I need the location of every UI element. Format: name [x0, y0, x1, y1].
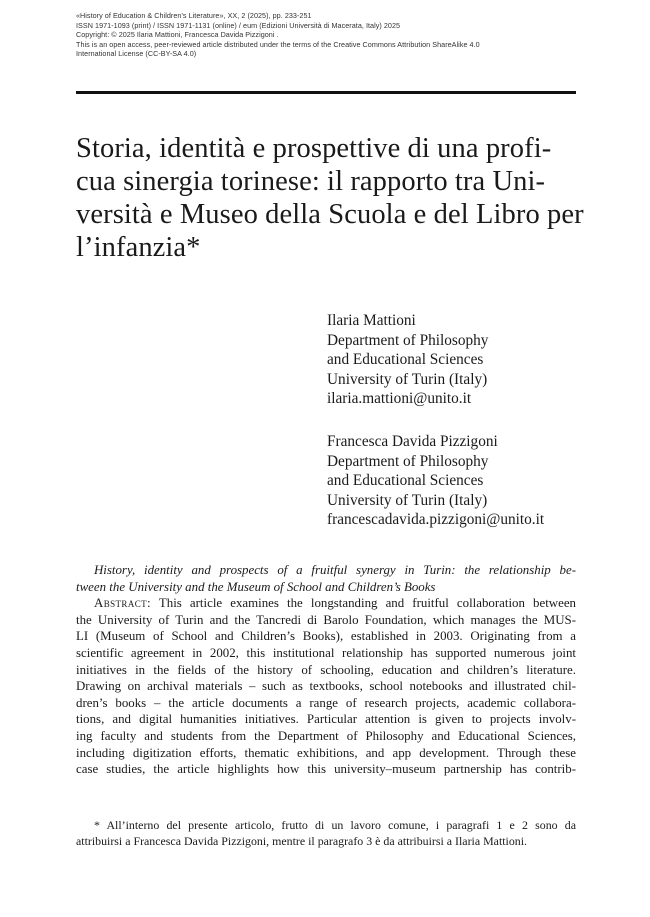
- license-line-cont: International License (CC-BY-SA 4.0): [76, 49, 197, 59]
- title-line: l’infanzia*: [76, 232, 201, 263]
- abstract-line: scientific agreement in 2002, this institutional relationship has supported numerous joint: [76, 645, 576, 660]
- author-block-mattioni: [327, 311, 488, 409]
- title-line: cua sinergia torinese: il rapporto tra Uni-: [76, 166, 546, 197]
- abstract-line: tions, and digital humanities initiatives. Particular attention is given to projects involv-: [76, 712, 576, 727]
- abstract-line: ing faculty and students from the Department of Philosophy and Educational Sciences,: [76, 728, 576, 743]
- author-university: University of Turin (Italy): [327, 370, 488, 388]
- journal-citation-line: «History of Education & Children's Literature», XX, 2 (2025), pp. 233-251: [76, 11, 312, 20]
- abstract-line: LI (Museum of School and Children’s Books), established in 2003. Originating from a: [76, 629, 576, 644]
- title-line: versità e Museo della Scuola e del Libro per: [76, 199, 584, 230]
- author-name: Ilaria Mattioni: [327, 312, 416, 329]
- author-department-cont: and Educational Sciences: [327, 351, 484, 368]
- author-email: francescadavida.pizzigoni@unito.it: [327, 511, 545, 528]
- abstract-line: initiatives in the fields of the history of schooling, education and children’s literature.: [76, 662, 576, 677]
- abstract-text: This article examines the longstanding and fruitful collaboration between: [158, 596, 576, 611]
- article-title: [76, 132, 586, 264]
- english-title-line: tween the University and the Museum of School and Children’s Books: [76, 579, 436, 594]
- author-name: Francesca Davida Pizzigoni: [327, 433, 498, 450]
- footnote-line: attribuirsi a Francesca Davida Pizzigoni, mentre il paragrafo 3 è da attribuirsi a Ilaria Mattioni.: [76, 834, 528, 848]
- license-line: This is an open access, peer-reviewed article distributed under the terms of the Creative Commons Attribution ShareAlike 4.0: [76, 39, 480, 49]
- author-email: ilaria.mattioni@unito.it: [327, 390, 472, 407]
- author-department: Department of Philosophy: [327, 452, 489, 470]
- abstract-line: dren’s books – the article documents a range of research projects, academic collabora-: [76, 695, 576, 710]
- english-title-line: History, identity and prospects of a fruitful synergy in Turin: the relationship be-: [94, 563, 576, 577]
- header-divider: [76, 91, 576, 94]
- author-department: Department of Philosophy: [327, 331, 489, 349]
- title-line: Storia, identità e prospettive di una profi-: [76, 133, 552, 164]
- issn-line: ISSN 1971-1093 (print) / ISSN 1971-1131 (online) / eum (Edizioni Università di Macerata, Italy) 2025: [76, 20, 401, 30]
- footnote-line: * All’interno del presente articolo, frutto di un lavoro comune, i paragrafi 1 e 2 sono da: [94, 818, 576, 832]
- abstract-section: [76, 562, 576, 778]
- footnote: [76, 817, 576, 849]
- author-university: University of Turin (Italy): [327, 491, 488, 509]
- abstract-line: the University of Turin and the Tancredi di Barolo Foundation, which manages the MUS-: [76, 612, 576, 627]
- abstract-line: case studies, the article highlights how this university–museum partnership has contrib-: [76, 762, 576, 777]
- abstract-first-line: [76, 595, 576, 612]
- author-department-cont: and Educational Sciences: [327, 472, 484, 489]
- abstract-label: Abstract:: [94, 596, 151, 611]
- copyright-line: Copyright: © 2025 Ilaria Mattioni, Francesca Davida Pizzigoni .: [76, 30, 279, 40]
- author-block-pizzigoni: [327, 432, 544, 530]
- abstract-line: including digitization efforts, thematic exhibitions, and app development. Through these: [76, 745, 576, 760]
- abstract-line: Drawing on archival materials – such as textbooks, school notebooks and illustrated chil-: [76, 679, 576, 694]
- journal-header-metadata: [76, 11, 576, 59]
